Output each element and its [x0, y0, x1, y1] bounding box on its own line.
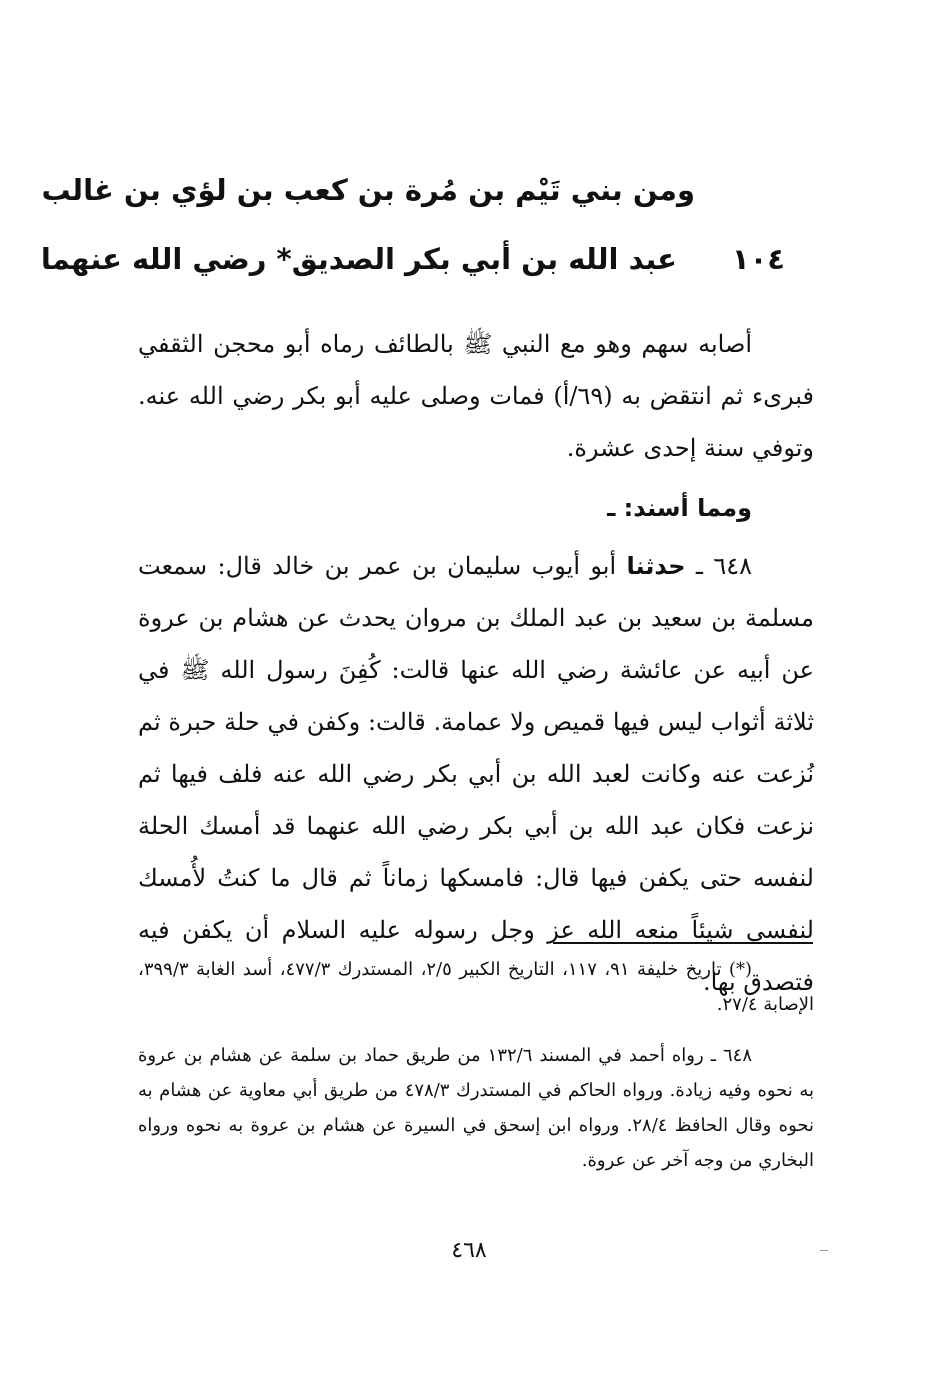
hadith-paragraph: [138, 540, 814, 1008]
narrated-subheading: ومما أسند: ـ: [607, 494, 752, 522]
hadith-text: أبو أيوب سليمان بن عمر بن خالد قال: سمعت مسلمة بن سعيد بن عبد الملك بن مروان يحدث عن هشام بن عروة عن أبيه عن عائشة رضي الله عنها قالت: كُفِنَ رسول الله ﷺ في ثلاثة أثواب ليس فيها قميص ولا عمامة. قالت: وكفن في حلة حبرة ثم نُزعت عنه وكانت لعبد الله بن أبي بكر رضي الله عنه فلف فيها ثم نزعت فكان عبد الله بن أبي بكر رضي الله عنهما قد أمسك الحلة لنفسه حتى يكفن فيها قال: فامسكها زماناً ثم قال ما كنتُ لأُمسك لنفسي شيئاً منعه الله عز وجل رسوله عليه السلام أن يكفن فيه فتصدق بها.: [138, 552, 814, 996]
entry-number: ١٠٤: [731, 242, 785, 276]
biography-paragraph: أصابه سهم وهو مع النبي ﷺ بالطائف رماه أبو محجن الثقفي فبرىء ثم انتقض به (٦٩/أ) فمات وصلى عليه أبو بكر رضي الله عنه. وتوفي سنة إحدى عشرة.: [138, 330, 814, 462]
hadith-number: ٦٤٨ ـ: [695, 552, 752, 580]
entry-title: عبد الله بن أبي بكر الصديق* رضي الله عنهما: [40, 242, 677, 276]
margin-mark: [820, 1250, 828, 1251]
hadith-lead-word: حدثنا: [626, 552, 686, 580]
section-heading: ومن بني تَيْم بن مُرة بن كعب بن لؤي بن غالب: [41, 173, 695, 207]
footnotes: [138, 952, 814, 1178]
footnote-sources: (*) تاريخ خليفة ٩١، ١١٧، التاريخ الكبير ٢/٥، المستدرك ٤٧٧/٣، أسد الغابة ٣٩٩/٣، الإصابة ٢٧/٤.: [138, 959, 814, 1015]
main-text: [138, 318, 814, 1008]
footnote-rule: [553, 942, 813, 944]
page-number: ٤٦٨: [451, 1238, 487, 1263]
entry-heading: [40, 236, 785, 282]
footnote-hadith-648: ٦٤٨ ـ رواه أحمد في المسند ١٣٢/٦ من طريق حماد بن سلمة عن هشام بن عروة به نحوه وفيه زيادة. ورواه الحاكم في المستدرك ٤٧٨/٣ من طريق أبي معاوية عن هشام به نحوه وقال الحافظ ٢٨/٤. ورواه ابن إسحق في السيرة عن هشام بن عروة به نحوه ورواه البخاري من وجه آخر عن عروة.: [138, 1045, 814, 1171]
